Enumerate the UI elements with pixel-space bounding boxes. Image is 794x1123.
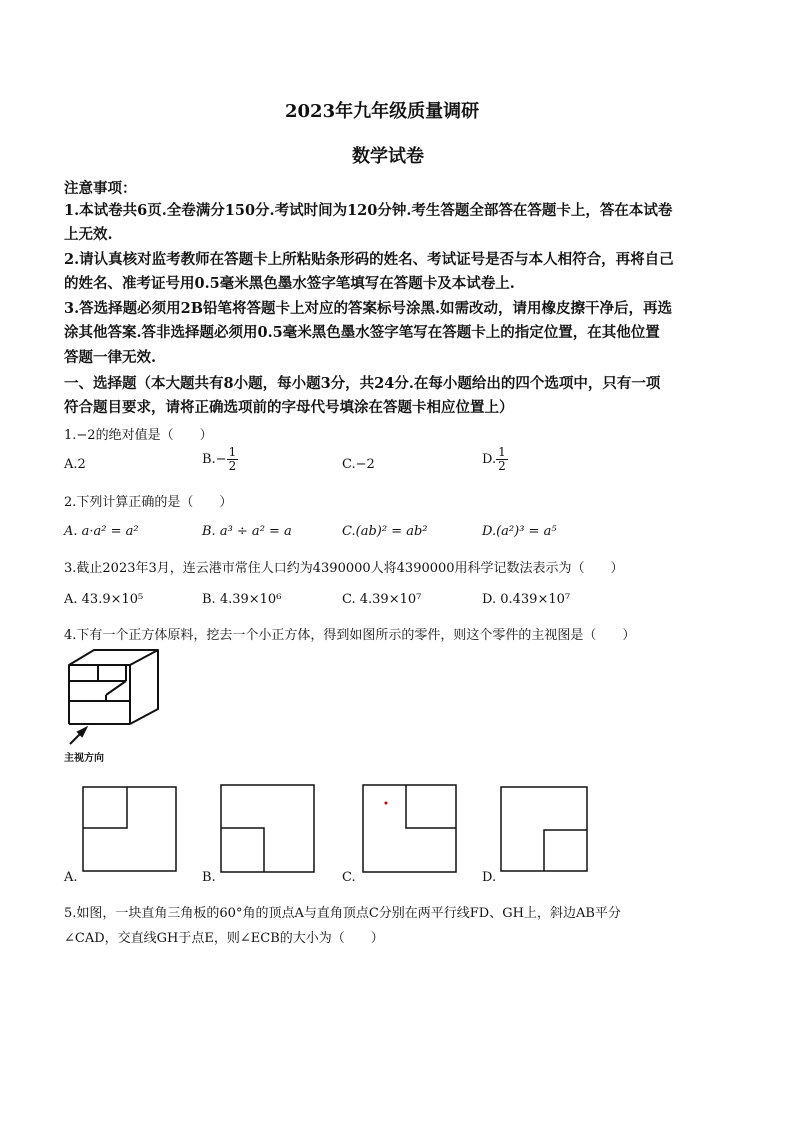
q4-option-c-figure [362, 784, 458, 874]
q1-option-c: C.−2 [342, 457, 375, 472]
q4-option-b: B. [202, 870, 216, 885]
q4-cube-figure [66, 646, 166, 756]
q1-option-b-prefix: B.− [202, 452, 227, 467]
q2-stem: 2.下列计算正确的是（ ） [64, 495, 233, 510]
q1-d-numerator: 1 [498, 445, 506, 459]
notes-heading: 注意事项： [64, 180, 137, 197]
q1-option-d-fraction [496, 446, 508, 473]
note-3-line-1: 3.答选择题必须用2B铅笔将答题卡上对应的答案标号涂黑.如需改动，请用橡皮擦干净后，再选 [64, 300, 673, 317]
note-2-line-1: 2.请认真核对监考教师在答题卡上所粘贴条形码的姓名、考试证号是否与本人相符合，再将自己 [64, 251, 674, 268]
q3-option-c: C. 4.39×10⁷ [342, 592, 422, 607]
q1-option-b [202, 446, 238, 473]
exam-subtitle: 数学试卷 [352, 146, 424, 167]
q1-option-b-fraction [227, 446, 239, 473]
note-3-line-3: 答题一律无效. [64, 349, 157, 366]
section-1-line-2: 符合题目要求，请将正确选项前的字母代号填涂在答题卡相应位置上） [64, 399, 514, 416]
q3-stem: 3.截止2023年3月，连云港市常住人口约为4390000人将4390000用科学记数法表示为（ ） [64, 561, 624, 576]
q1-d-denominator: 2 [498, 459, 506, 473]
q5-line-1: 5.如图，一块直角三角板的60°角的顶点A与直角顶点C分别在两平行线FD、GH上，斜边AB平分 [64, 906, 621, 921]
q1-option-d-prefix: D. [482, 452, 497, 467]
q2-option-a: A. a·a² = a² [64, 524, 139, 539]
q4-option-d: D. [482, 870, 497, 885]
note-3-line-2: 涂其他答案.答非选择题必须用0.5毫米黑色墨水签字笔写在答题卡上的指定位置，在其他位置 [64, 324, 660, 341]
q1-option-a: A.2 [64, 457, 86, 472]
q1-b-numerator: 1 [228, 445, 237, 459]
note-1-line-1: 1.本试卷共6页.全卷满分150分.考试时间为120分钟.考生答题全部答在答题卡上，答在本试卷 [64, 202, 673, 219]
q4-option-a-figure [82, 786, 178, 872]
q4-stem: 4.下有一个正方体原料，挖去一个小正方体，得到如图所示的零件，则这个零件的主视图是（ ） [64, 628, 636, 643]
q2-option-c: C.(ab)² = ab² [342, 524, 428, 539]
section-1-line-1: 一、选择题（本大题共有8小题，每小题3分，共24分.在每小题给出的四个选项中，只有一项 [64, 375, 661, 392]
q3-option-d: D. 0.439×10⁷ [482, 592, 571, 607]
q4-option-c: C. [342, 870, 356, 885]
note-2-line-2: 的姓名、准考证号用0.5毫米黑色墨水签字笔填写在答题卡及本试卷上. [64, 275, 515, 292]
q4-option-b-figure [220, 784, 316, 874]
exam-title: 2023年九年级质量调研 [285, 101, 480, 122]
q3-option-b: B. 4.39×10⁶ [202, 592, 282, 607]
note-1-line-2: 上无效. [64, 226, 113, 243]
q2-option-b: B. a³ ÷ a² = a [202, 524, 292, 539]
q1-stem: 1.−2的绝对值是（ ） [64, 428, 213, 443]
q3-option-a: A. 43.9×10⁵ [64, 592, 144, 607]
q1-b-denominator: 2 [228, 459, 237, 473]
q1-option-d [482, 446, 508, 473]
q5-line-2: ∠CAD，交直线GH于点E，则∠ECB的大小为（ ） [64, 931, 384, 946]
q2-option-d: D.(a²)³ = a⁵ [482, 524, 557, 539]
q4-option-d-figure [500, 786, 590, 874]
q4-view-direction-label: 主视方向 [64, 753, 104, 764]
q4-option-a: A. [64, 870, 78, 885]
